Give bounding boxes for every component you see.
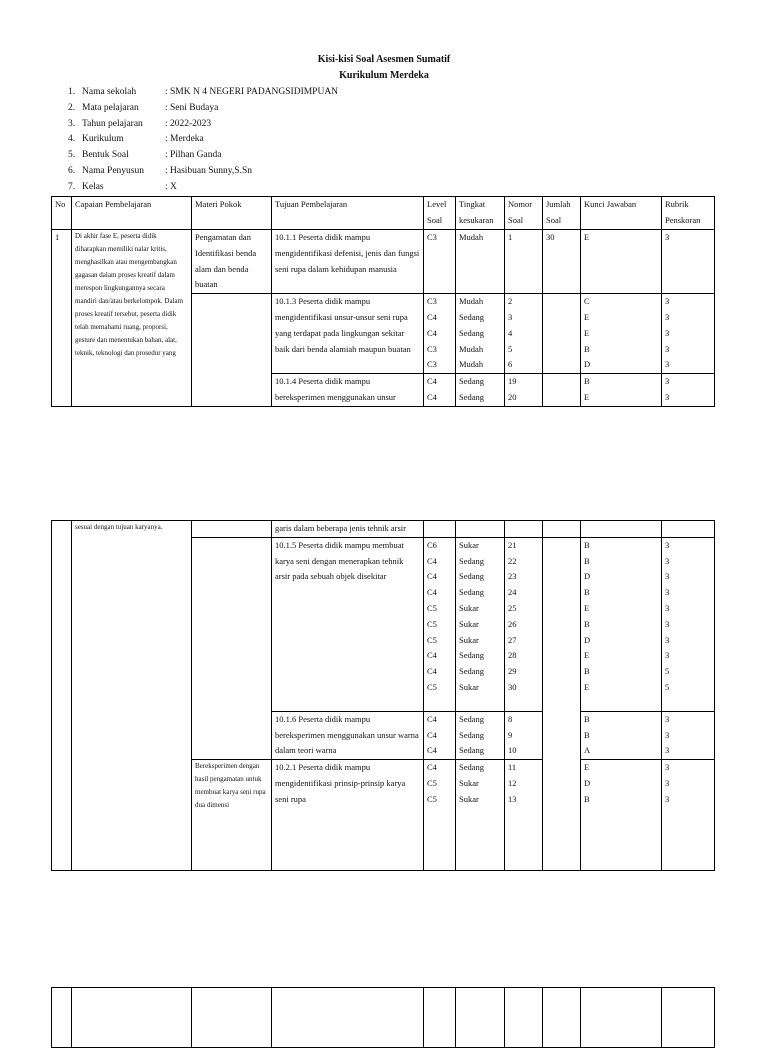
cell-kunci: E D B xyxy=(581,760,662,871)
cell-level: C4 C4 C4 xyxy=(424,711,456,759)
info-num: 3. xyxy=(68,118,76,129)
cell-nomor: 2 3 4 5 6 xyxy=(505,294,543,374)
info-row xyxy=(68,101,338,117)
cell-tujuan: 10.1.3 Peserta didik mampu mengidentifikasi unsur-unsur seni rupa yang terdapat pada lingkungan sekitar baik dari benda alamiah maupun buatan xyxy=(272,294,424,374)
info-num: 5. xyxy=(68,150,76,161)
cell-tujuan: 10.1.4 Peserta didik mampu bereksperimen menggunakan unsur xyxy=(272,374,424,407)
cell-rubrik: 3 3 3 xyxy=(662,711,715,759)
info-value: : Pilhan Ganda xyxy=(165,150,222,161)
cell-nomor: 19 20 xyxy=(505,374,543,407)
info-row xyxy=(68,164,338,180)
header-rubrik: Rubrik Penskoran xyxy=(662,197,715,230)
cell-kunci: B E xyxy=(581,374,662,407)
cell-tingkat: Mudah xyxy=(456,230,505,294)
cell-nomor: 11 12 13 xyxy=(505,760,543,871)
header-capaian: Capaian Pembelajaran xyxy=(72,197,192,230)
info-label: Tahun pelajaran xyxy=(82,118,143,129)
cell-kunci: B B A xyxy=(581,711,662,759)
header-materi: Materi Pokok xyxy=(192,197,272,230)
cell-capaian: Di akhir fase E, peserta didik diharapkan memiliki nalar kritis, menghasilkan atau mengembangkan gagasan dalam proses kreatif dalam merespon lingkungannya secara mandiri dan/atau berkelompok. Dalam proses kreatif tersebut, peserta didik telah memahami ruang, proporsi, gesture dan menentukan bahan, alat, teknik, teknologi dan prosedur yang xyxy=(72,230,192,407)
info-label: Mata pelajaran xyxy=(82,102,139,113)
cell-materi-empty xyxy=(192,294,272,407)
cell-no: 1 xyxy=(52,230,72,407)
cell-nomor: 8 9 10 xyxy=(505,711,543,759)
info-row xyxy=(68,180,338,196)
cell-tujuan: 10.1.6 Peserta didik mampu bereksperimen menggunakan unsur warna dalam teori warna xyxy=(272,711,424,759)
cell-jumlah xyxy=(543,374,581,407)
cell-nomor: 1 xyxy=(505,230,543,294)
info-num: 2. xyxy=(68,102,76,113)
cell-tujuan: 10.1.5 Peserta didik mampu membuat karya seni dengan menerapkan tehnik arsir pada sebuah objek disekitar xyxy=(272,537,424,711)
cell-jumlah: 30 xyxy=(543,230,581,294)
cell-rubrik: 3 3 3 3 3 xyxy=(662,294,715,374)
cell-tingkat: Sedang Sukar Sukar xyxy=(456,760,505,871)
cell-level: C6 C4 C4 C4 C5 C5 C5 C4 C4 C5 xyxy=(424,537,456,711)
header-tujuan: Tujuan Pembelajaran xyxy=(272,197,424,230)
info-row xyxy=(68,132,338,148)
cell-tujuan: 10.2.1 Peserta didik mampu mengidentifikasi prinsip-prinsip karya seni rupa xyxy=(272,760,424,871)
table-row xyxy=(52,988,715,1048)
cell-rubrik: 3 3 3 3 3 3 3 3 5 5 xyxy=(662,537,715,711)
cell-rubrik: 3 xyxy=(662,230,715,294)
cell-materi-empty xyxy=(192,537,272,759)
cell-kunci: C E E B D xyxy=(581,294,662,374)
cell-materi: Bereksperimen dengan hasil pengamatan untuk membuat karya seni rupa dua dimensi xyxy=(192,760,272,871)
header-no: No xyxy=(52,197,72,230)
info-label: Kelas xyxy=(82,181,104,192)
header-level: Level Soal xyxy=(424,197,456,230)
table-row xyxy=(52,230,715,294)
info-value: : Merdeka xyxy=(165,134,204,145)
cell-level: C4 C5 C5 xyxy=(424,760,456,871)
info-label: Nama sekolah xyxy=(82,87,137,97)
info-row xyxy=(68,117,338,133)
cell-jumlah-empty xyxy=(543,537,581,870)
cell-rubrik: 3 3 3 xyxy=(662,760,715,871)
info-num: 6. xyxy=(68,165,76,176)
cell-jumlah xyxy=(543,294,581,374)
document-title: Kisi-kisi Soal Asesmen Sumatif xyxy=(317,54,451,65)
info-value: : Hasibuan Sunny,S.Sn xyxy=(165,165,253,176)
info-num: 1. xyxy=(68,87,76,97)
cell-nomor: 21 22 23 24 25 26 27 28 29 30 xyxy=(505,537,543,711)
kisi-kisi-table-page1 xyxy=(51,196,715,407)
info-list xyxy=(68,85,338,196)
info-num: 4. xyxy=(68,134,76,145)
cell-capaian: sesuai dengan tujuan karyanya. xyxy=(72,521,192,871)
cell-level: C3 C4 C4 C3 C3 xyxy=(424,294,456,374)
cell-tingkat: Sedang Sedang xyxy=(456,374,505,407)
cell-kunci: E xyxy=(581,230,662,294)
info-value: : 2022-2023 xyxy=(165,118,212,129)
cell-tingkat: Mudah Sedang Sedang Mudah Mudah xyxy=(456,294,505,374)
info-num: 7. xyxy=(68,181,76,192)
header-kunci: Kunci Jawaban xyxy=(581,197,662,230)
info-value: : X xyxy=(165,181,177,192)
header-jumlah: Jumlah Soal xyxy=(543,197,581,230)
document-subtitle: Kurikulum Merdeka xyxy=(339,70,429,81)
info-label: Bentuk Soal xyxy=(82,150,129,161)
cell-level: C3 xyxy=(424,230,456,294)
table-row xyxy=(52,521,715,538)
cell-kunci: B B D B E B D E B E xyxy=(581,537,662,711)
cell-tujuan: garis dalam beberapa jenis tehnik arsir xyxy=(272,521,424,538)
cell-tujuan: 10.1.1 Peserta didik mampu mengidentifikasi defenisi, jenis dan fungsi seni rupa dalam kehidupan manusia xyxy=(272,230,424,294)
info-row xyxy=(68,85,338,101)
info-label: Kurikulum xyxy=(82,134,124,145)
header-nomor: Nomor Soal xyxy=(505,197,543,230)
info-value: : Seni Budaya xyxy=(165,102,219,113)
cell-materi: Pengamatan dan Identifikasi benda alam dan benda buatan xyxy=(192,230,272,294)
cell-tingkat: Sedang Sedang Sedang xyxy=(456,711,505,759)
kisi-kisi-table-page2 xyxy=(51,520,715,871)
info-row xyxy=(68,148,338,164)
info-value: : SMK N 4 NEGERI PADANGSIDIMPUAN xyxy=(165,87,339,97)
cell-level: C4 C4 xyxy=(424,374,456,407)
kisi-kisi-table-page3 xyxy=(51,987,715,1048)
info-label: Nama Penyusun xyxy=(82,165,145,176)
cell-materi-empty xyxy=(192,521,272,538)
cell-tingkat: Sukar Sedang Sedang Sedang Sukar Sukar Sukar Sedang Sedang Sukar xyxy=(456,537,505,711)
header-row xyxy=(52,197,715,230)
cell-no-empty xyxy=(52,521,72,871)
cell-rubrik: 3 3 xyxy=(662,374,715,407)
header-tingkat: Tingkat kesukaran xyxy=(456,197,505,230)
